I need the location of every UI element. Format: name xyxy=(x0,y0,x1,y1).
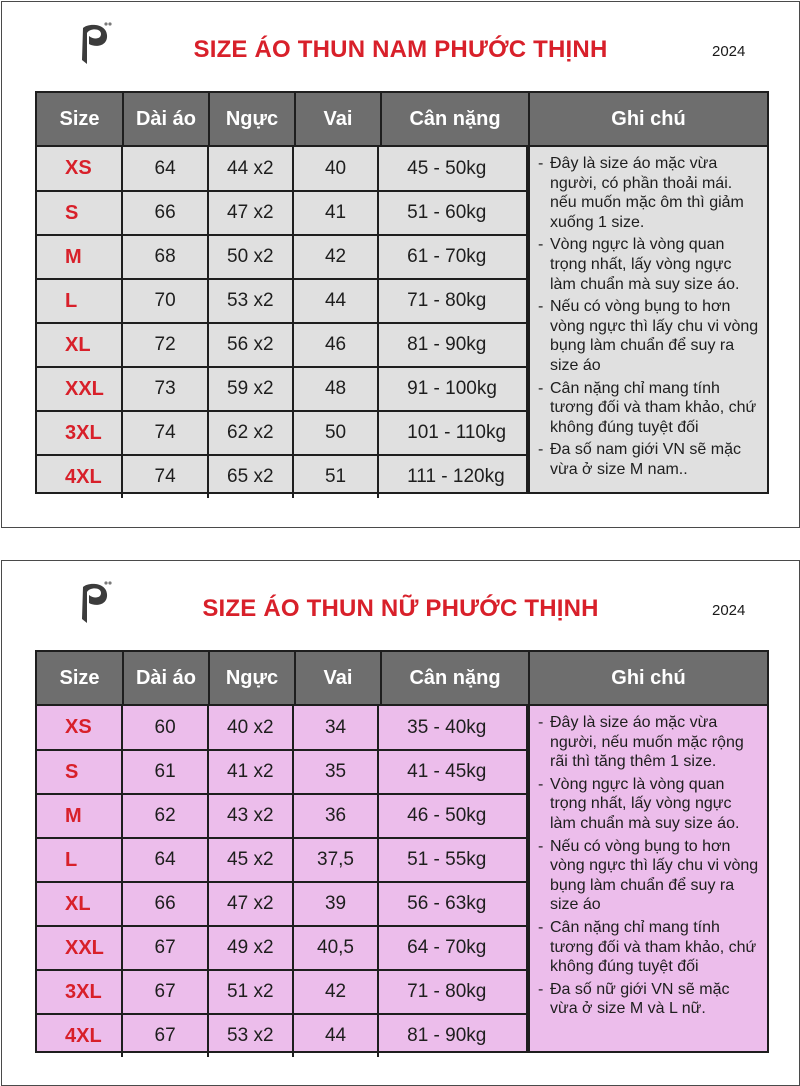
header-length: Dài áo xyxy=(124,93,210,145)
table-row xyxy=(37,837,526,881)
chest-cell: 47 x2 xyxy=(209,883,294,925)
length-cell: 64 xyxy=(123,147,208,190)
shoulder-cell: 44 xyxy=(294,280,379,322)
weight-cell: 51 - 55kg xyxy=(407,849,487,870)
note-text: Đây là size áo mặc vừa người, nếu muốn mặc rộng rãi thì tăng thêm 1 size. xyxy=(550,714,744,771)
weight-cell: 101 - 110kg xyxy=(407,422,507,443)
note-text: Đây là size áo mặc vừa người, có phần thoải mái. nếu muốn mặc ôm thì giảm xuống 1 size. xyxy=(550,155,744,231)
table-row xyxy=(37,322,526,366)
size-cell: S xyxy=(37,192,123,234)
notes-panel xyxy=(528,147,769,494)
table-header xyxy=(35,91,769,147)
size-cell: 4XL xyxy=(37,1015,123,1057)
note-text: Vòng ngực là vòng quan trọng nhất, lấy vòng ngực làm chuẩn mà suy size áo. xyxy=(550,236,740,293)
header-weight: Cân nặng xyxy=(382,652,530,704)
length-cell: 60 xyxy=(123,706,208,749)
weight-cell: 35 - 40kg xyxy=(407,716,487,738)
weight-cell: 71 - 80kg xyxy=(407,290,487,311)
weight-cell: 46 - 50kg xyxy=(407,805,487,826)
table-row xyxy=(37,881,526,925)
length-cell: 70 xyxy=(123,280,208,322)
chest-cell: 65 x2 xyxy=(209,456,294,498)
header-chest: Ngực xyxy=(210,652,296,704)
table-body xyxy=(35,706,528,1053)
women-size-card xyxy=(1,560,800,1086)
table-header xyxy=(35,650,769,706)
shoulder-cell: 44 xyxy=(294,1015,379,1057)
note-text: Nếu có vòng bụng to hơn vòng ngực thì lấy chu vi vòng bụng làm chuẩn để suy ra size áo xyxy=(550,298,759,374)
chest-cell: 45 x2 xyxy=(209,839,294,881)
chest-cell: 59 x2 xyxy=(209,368,294,410)
chest-cell: 51 x2 xyxy=(209,971,294,1013)
note-text: Đa số nam giới VN sẽ mặc vừa ở size M nam.. xyxy=(550,441,741,478)
header-length: Dài áo xyxy=(124,652,210,704)
chest-cell: 47 x2 xyxy=(209,192,294,234)
table-row xyxy=(37,925,526,969)
year-label: 2024 xyxy=(712,602,746,619)
length-cell: 61 xyxy=(123,751,208,793)
shoulder-cell: 48 xyxy=(294,368,379,410)
size-cell: L xyxy=(37,280,123,322)
size-cell: XS xyxy=(37,706,123,749)
weight-cell: 81 - 90kg xyxy=(407,334,487,355)
chest-cell: 44 x2 xyxy=(209,147,294,190)
shoulder-cell: 37,5 xyxy=(294,839,379,881)
weight-cell: 61 - 70kg xyxy=(407,246,487,267)
length-cell: 74 xyxy=(123,456,208,498)
note-item: - Nếu có vòng bụng to hơn vòng ngực thì lấy chu vi vòng bụng làm chuẩn để suy ra size áo xyxy=(538,837,761,915)
note-text: Vòng ngực là vòng quan trọng nhất, lấy vòng ngực làm chuẩn mà suy size áo. xyxy=(550,775,740,832)
notes-panel xyxy=(528,706,769,1053)
header-notes: Ghi chú xyxy=(611,666,686,689)
header-size: Size xyxy=(37,652,124,704)
shoulder-cell: 41 xyxy=(294,192,379,234)
chest-cell: 53 x2 xyxy=(209,280,294,322)
header-shoulder: Vai xyxy=(296,652,382,704)
weight-cell: 51 - 60kg xyxy=(407,202,487,223)
note-text: Cân nặng chỉ mang tính tương đối và tham khảo, chứ không đúng tuyệt đối xyxy=(550,379,757,436)
shoulder-cell: 50 xyxy=(294,412,379,454)
weight-cell: 64 - 70kg xyxy=(407,937,487,958)
length-cell: 67 xyxy=(123,1015,208,1057)
length-cell: 67 xyxy=(123,927,208,969)
table-row xyxy=(37,366,526,410)
note-item: - Đa số nữ giới VN sẽ mặc vừa ở size M và L nữ. xyxy=(538,980,761,1019)
table-body xyxy=(35,147,528,494)
table-row xyxy=(37,278,526,322)
header-shoulder: Vai xyxy=(296,93,382,145)
size-cell: XS xyxy=(37,147,123,190)
shoulder-cell: 39 xyxy=(294,883,379,925)
table-row xyxy=(37,410,526,454)
note-item: - Đây là size áo mặc vừa người, nếu muốn mặc rộng rãi thì tăng thêm 1 size. xyxy=(538,713,761,772)
note-item: - Đây là size áo mặc vừa người, có phần thoải mái. nếu muốn mặc ôm thì giảm xuống 1 size. xyxy=(538,154,761,232)
length-cell: 62 xyxy=(123,795,208,837)
note-item: - Đa số nam giới VN sẽ mặc vừa ở size M nam.. xyxy=(538,440,761,479)
size-cell: XL xyxy=(37,324,123,366)
table-row xyxy=(37,190,526,234)
size-cell: M xyxy=(37,236,123,278)
size-cell: S xyxy=(37,751,123,793)
note-item: - Vòng ngực là vòng quan trọng nhất, lấy vòng ngực làm chuẩn mà suy size áo. xyxy=(538,235,761,294)
year-label: 2024 xyxy=(712,43,746,60)
shoulder-cell: 51 xyxy=(294,456,379,498)
weight-cell: 81 - 90kg xyxy=(407,1025,487,1046)
length-cell: 68 xyxy=(123,236,208,278)
length-cell: 67 xyxy=(123,971,208,1013)
shoulder-cell: 42 xyxy=(294,971,379,1013)
chest-cell: 53 x2 xyxy=(209,1015,294,1057)
chest-cell: 43 x2 xyxy=(209,795,294,837)
chest-cell: 40 x2 xyxy=(209,706,294,749)
page-title: SIZE ÁO THUN NAM PHƯỚC THỊNH xyxy=(193,36,608,63)
size-cell: 4XL xyxy=(37,456,123,498)
table-row xyxy=(37,147,526,190)
note-text: Đa số nữ giới VN sẽ mặc vừa ở size M và L nữ. xyxy=(550,980,730,1018)
size-table xyxy=(35,650,769,1053)
size-cell: 3XL xyxy=(37,971,123,1013)
length-cell: 66 xyxy=(123,883,208,925)
header-size: Size xyxy=(37,93,124,145)
size-cell: XL xyxy=(37,883,123,925)
header-weight: Cân nặng xyxy=(382,93,530,145)
weight-cell: 41 - 45kg xyxy=(407,761,487,782)
length-cell: 72 xyxy=(123,324,208,366)
table-row xyxy=(37,793,526,837)
length-cell: 73 xyxy=(123,368,208,410)
shoulder-cell: 46 xyxy=(294,324,379,366)
weight-cell: 71 - 80kg xyxy=(407,981,487,1002)
size-cell: L xyxy=(37,839,123,881)
shoulder-cell: 42 xyxy=(294,236,379,278)
table-row xyxy=(37,969,526,1013)
size-cell: M xyxy=(37,795,123,837)
chest-cell: 49 x2 xyxy=(209,927,294,969)
shoulder-cell: 40,5 xyxy=(294,927,379,969)
size-table xyxy=(35,91,769,494)
table-row xyxy=(37,454,526,498)
note-item: - Cân nặng chỉ mang tính tương đối và tham khảo, chứ không đúng tuyệt đối xyxy=(538,379,761,438)
page-title: SIZE ÁO THUN NỮ PHƯỚC THỊNH xyxy=(202,595,599,622)
header-notes: Ghi chú xyxy=(611,107,686,130)
weight-cell: 111 - 120kg xyxy=(407,466,505,487)
note-item: - Vòng ngực là vòng quan trọng nhất, lấy vòng ngực làm chuẩn mà suy size áo. xyxy=(538,775,761,834)
header-chest: Ngực xyxy=(210,93,296,145)
shoulder-cell: 36 xyxy=(294,795,379,837)
men-size-card xyxy=(1,1,800,528)
length-cell: 64 xyxy=(123,839,208,881)
shoulder-cell: 35 xyxy=(294,751,379,793)
table-row xyxy=(37,749,526,793)
weight-cell: 45 - 50kg xyxy=(407,157,487,179)
chest-cell: 50 x2 xyxy=(209,236,294,278)
shoulder-cell: 34 xyxy=(294,706,379,749)
note-text: Cân nặng chỉ mang tính tương đối và tham khảo, chứ không đúng tuyệt đối xyxy=(550,918,757,976)
table-row xyxy=(37,706,526,749)
table-row xyxy=(37,234,526,278)
note-text: Nếu có vòng bụng to hơn vòng ngực thì lấy chu vi vòng bụng làm chuẩn để suy ra size áo xyxy=(550,837,759,914)
weight-cell: 91 - 100kg xyxy=(407,378,497,399)
chest-cell: 41 x2 xyxy=(209,751,294,793)
chest-cell: 56 x2 xyxy=(209,324,294,366)
shoulder-cell: 40 xyxy=(294,147,379,190)
length-cell: 74 xyxy=(123,412,208,454)
weight-cell: 56 - 63kg xyxy=(407,893,487,914)
size-cell: XXL xyxy=(37,927,123,969)
chest-cell: 62 x2 xyxy=(209,412,294,454)
table-row xyxy=(37,1013,526,1057)
length-cell: 66 xyxy=(123,192,208,234)
note-item: - Nếu có vòng bụng to hơn vòng ngực thì lấy chu vi vòng bụng làm chuẩn để suy ra size áo xyxy=(538,297,761,375)
note-item: - Cân nặng chỉ mang tính tương đối và tham khảo, chứ không đúng tuyệt đối xyxy=(538,918,761,977)
size-cell: 3XL xyxy=(37,412,123,454)
size-cell: XXL xyxy=(37,368,123,410)
